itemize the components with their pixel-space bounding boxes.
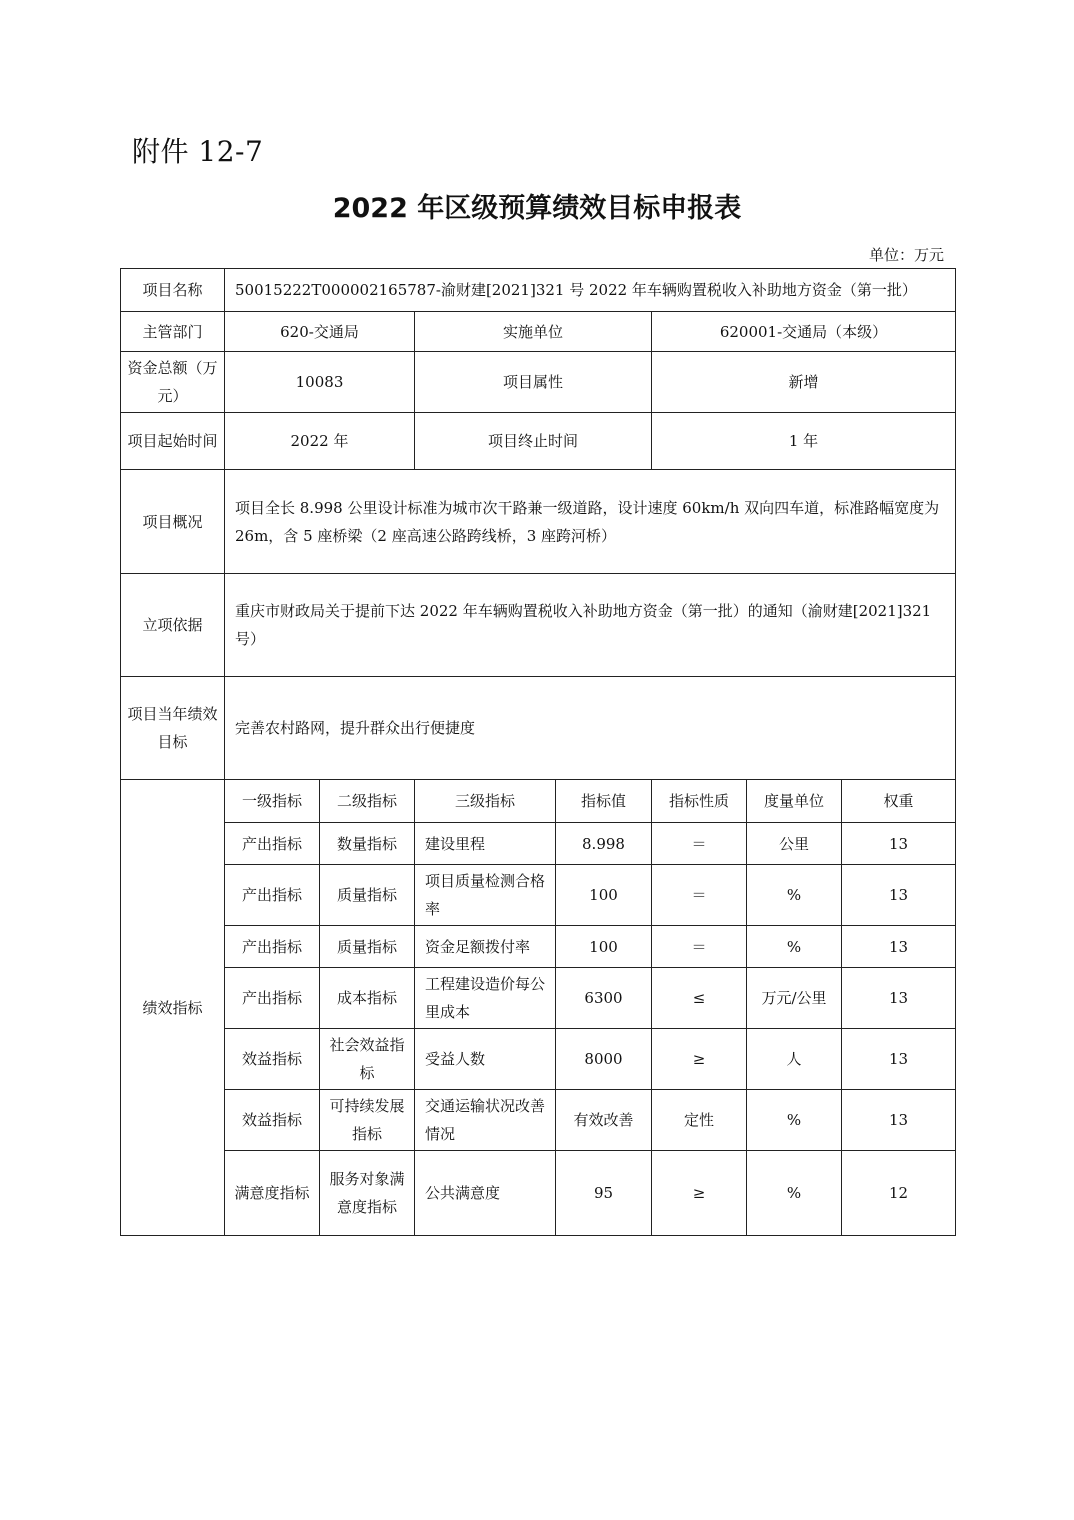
cell-value: 6300 (556, 968, 652, 1029)
goal-row (121, 677, 956, 780)
cell-level2: 社会效益指标 (320, 1029, 415, 1090)
page-title: 2022 年区级预算绩效目标申报表 (332, 193, 742, 224)
impl-unit-value: 620001-交通局（本级） (652, 312, 956, 352)
funds-row (121, 352, 956, 413)
cell-value: 100 (556, 865, 652, 926)
cell-level1: 满意度指标 (225, 1151, 320, 1236)
cell-unit: % (747, 865, 842, 926)
cell-value: 8.998 (556, 823, 652, 865)
cell-level3: 建设里程 (415, 823, 556, 865)
goal-value: 完善农村路网，提升群众出行便捷度 (225, 677, 956, 780)
header-level3: 三级指标 (415, 780, 556, 823)
basis-row (121, 574, 956, 677)
start-time-label: 项目起始时间 (121, 413, 225, 470)
basis-label: 立项依据 (121, 574, 225, 677)
cell-level1: 产出指标 (225, 865, 320, 926)
time-row (121, 413, 956, 470)
header-value: 指标值 (556, 780, 652, 823)
cell-level3: 项目质量检测合格率 (415, 865, 556, 926)
cell-level1: 产出指标 (225, 823, 320, 865)
cell-level2: 服务对象满意度指标 (320, 1151, 415, 1236)
impl-unit-label: 实施单位 (415, 312, 652, 352)
cell-level2: 数量指标 (320, 823, 415, 865)
cell-unit: 人 (747, 1029, 842, 1090)
cell-level2: 成本指标 (320, 968, 415, 1029)
project-name-value: 50015222T000002165787-渝财建[2021]321 号 2022 年车辆购置税收入补助地方资金（第一批） (225, 269, 956, 312)
table-row (121, 1029, 956, 1090)
cell-value: 8000 (556, 1029, 652, 1090)
cell-value: 95 (556, 1151, 652, 1236)
total-funds-label: 资金总额（万元） (121, 352, 225, 413)
overview-value: 项目全长 8.998 公里设计标准为城市次干路兼一级道路，设计速度 60km/h 双向四车道，标准路幅宽度为 26m，含 5 座桥梁（2 座高速公路跨线桥，3 座跨河桥） (225, 470, 956, 574)
cell-weight: 13 (842, 1029, 956, 1090)
cell-level3: 公共满意度 (415, 1151, 556, 1236)
header-level2: 二级指标 (320, 780, 415, 823)
cell-weight: 13 (842, 1090, 956, 1151)
cell-level1: 效益指标 (225, 1029, 320, 1090)
table-row (121, 968, 956, 1029)
cell-level2: 质量指标 (320, 926, 415, 968)
header-level1: 一级指标 (225, 780, 320, 823)
cell-level3: 工程建设造价每公里成本 (415, 968, 556, 1029)
project-name-label: 项目名称 (121, 269, 225, 312)
header-unit: 度量单位 (747, 780, 842, 823)
end-time-value: 1 年 (652, 413, 956, 470)
table-row (121, 865, 956, 926)
cell-unit: 万元/公里 (747, 968, 842, 1029)
goal-label: 项目当年绩效目标 (121, 677, 225, 780)
table-row (121, 926, 956, 968)
attachment-label: 附件 12-7 (132, 135, 264, 168)
cell-nature: ≥ (652, 1151, 747, 1236)
indicator-header-row (121, 780, 956, 823)
cell-value: 100 (556, 926, 652, 968)
cell-level3: 交通运输状况改善情况 (415, 1090, 556, 1151)
dept-label: 主管部门 (121, 312, 225, 352)
cell-weight: 13 (842, 823, 956, 865)
indicator-section-label: 绩效指标 (121, 780, 225, 1236)
table-row (121, 1151, 956, 1236)
cell-weight: 13 (842, 926, 956, 968)
table-row (121, 1090, 956, 1151)
start-time-value: 2022 年 (225, 413, 415, 470)
overview-label: 项目概况 (121, 470, 225, 574)
cell-nature: 定性 (652, 1090, 747, 1151)
budget-performance-table (120, 268, 956, 1236)
unit-note: 单位：万元 (868, 246, 944, 264)
end-time-label: 项目终止时间 (415, 413, 652, 470)
attribute-label: 项目属性 (415, 352, 652, 413)
cell-unit: % (747, 926, 842, 968)
cell-nature: ＝ (652, 823, 747, 865)
cell-nature: ≤ (652, 968, 747, 1029)
cell-level2: 质量指标 (320, 865, 415, 926)
project-name-row (121, 269, 956, 312)
cell-weight: 12 (842, 1151, 956, 1236)
cell-level1: 产出指标 (225, 968, 320, 1029)
header-nature: 指标性质 (652, 780, 747, 823)
cell-weight: 13 (842, 968, 956, 1029)
cell-unit: % (747, 1151, 842, 1236)
cell-unit: 公里 (747, 823, 842, 865)
header-weight: 权重 (842, 780, 956, 823)
total-funds-value: 10083 (225, 352, 415, 413)
cell-level1: 产出指标 (225, 926, 320, 968)
cell-level3: 受益人数 (415, 1029, 556, 1090)
cell-level1: 效益指标 (225, 1090, 320, 1151)
cell-nature: ＝ (652, 926, 747, 968)
dept-row (121, 312, 956, 352)
cell-unit: % (747, 1090, 842, 1151)
basis-value: 重庆市财政局关于提前下达 2022 年车辆购置税收入补助地方资金（第一批）的通知（渝财建[2021]321 号） (225, 574, 956, 677)
dept-value: 620-交通局 (225, 312, 415, 352)
cell-nature: ＝ (652, 865, 747, 926)
table-row (121, 823, 956, 865)
cell-level3: 资金足额拨付率 (415, 926, 556, 968)
cell-value: 有效改善 (556, 1090, 652, 1151)
cell-level2: 可持续发展指标 (320, 1090, 415, 1151)
attribute-value: 新增 (652, 352, 956, 413)
overview-row (121, 470, 956, 574)
cell-weight: 13 (842, 865, 956, 926)
cell-nature: ≥ (652, 1029, 747, 1090)
